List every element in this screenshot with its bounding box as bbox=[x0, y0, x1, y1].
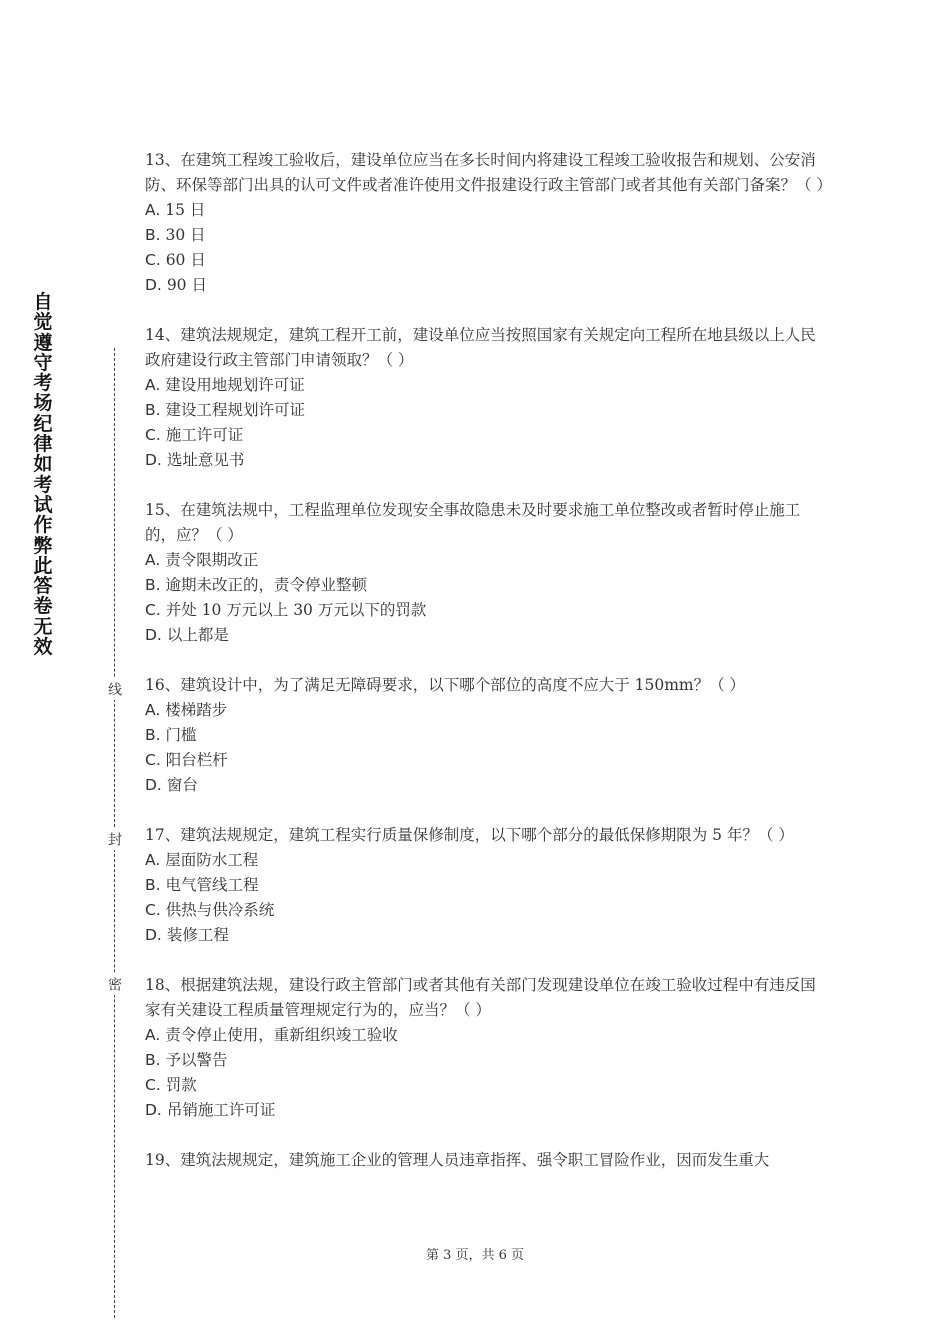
answer-option bbox=[145, 248, 825, 273]
option-letter: D. bbox=[145, 776, 162, 794]
option-letter: B. bbox=[145, 1051, 161, 1069]
option-letter: B. bbox=[145, 226, 161, 244]
question-block bbox=[145, 823, 825, 948]
option-text: 供热与供冷系统 bbox=[165, 901, 275, 919]
answer-option bbox=[145, 1098, 825, 1123]
question-list bbox=[145, 148, 832, 1173]
option-letter: D. bbox=[145, 451, 162, 469]
answer-option bbox=[145, 1023, 825, 1048]
option-text: 屋面防水工程 bbox=[165, 851, 259, 869]
question-block bbox=[145, 323, 825, 473]
answer-option bbox=[145, 573, 825, 598]
option-letter: A. bbox=[145, 376, 161, 394]
option-text: 建设用地规划许可证 bbox=[165, 376, 305, 394]
answer-option bbox=[145, 398, 825, 423]
option-text: 60 日 bbox=[165, 251, 206, 269]
option-text: 吊销施工许可证 bbox=[166, 1101, 276, 1119]
option-letter: D. bbox=[145, 926, 162, 944]
option-text: 阳台栏杆 bbox=[165, 751, 228, 769]
answer-option bbox=[145, 423, 825, 448]
option-letter: B. bbox=[145, 876, 161, 894]
option-text: 电气管线工程 bbox=[165, 876, 259, 894]
option-letter: B. bbox=[145, 726, 161, 744]
answer-option bbox=[145, 723, 825, 748]
answer-option bbox=[145, 698, 825, 723]
option-text: 并处 10 万元以上 30 万元以下的罚款 bbox=[165, 601, 427, 619]
answer-option bbox=[145, 923, 825, 948]
question-block bbox=[145, 148, 832, 298]
option-text: 逾期未改正的，责令停业整顿 bbox=[165, 576, 368, 594]
answer-option bbox=[145, 898, 825, 923]
option-letter: A. bbox=[145, 701, 161, 719]
cut-mark-xian: 线 bbox=[105, 678, 125, 700]
option-letter: D. bbox=[145, 1101, 162, 1119]
question-block bbox=[145, 973, 825, 1123]
option-text: 以上都是 bbox=[166, 626, 229, 644]
answer-option bbox=[145, 598, 825, 623]
cut-mark-mi: 密 bbox=[105, 973, 125, 995]
option-letter: A. bbox=[145, 201, 161, 219]
option-text: 罚款 bbox=[165, 1076, 197, 1094]
option-letter: B. bbox=[145, 401, 161, 419]
option-letter: C. bbox=[145, 426, 161, 444]
cut-mark-feng: 封 bbox=[105, 828, 125, 850]
question-stem: 15、在建筑法规中，工程监理单位发现安全事故隐患未及时要求施工单位整改或者暂时停止施工的，应？（ ） bbox=[145, 501, 801, 544]
option-text: 施工许可证 bbox=[165, 426, 244, 444]
option-text: 门槛 bbox=[165, 726, 197, 744]
option-letter: B. bbox=[145, 576, 161, 594]
question-stem: 14、建筑法规规定，建筑工程开工前，建设单位应当按照国家有关规定向工程所在地县级以上人民政府建设行政主管部门申请领取？（ ） bbox=[145, 326, 816, 369]
question-stem: 16、建筑设计中，为了满足无障碍要求，以下哪个部位的高度不应大于 150mm？（ ） bbox=[145, 676, 746, 694]
answer-option bbox=[145, 198, 825, 223]
page-number: 第 3 页，共 6 页 bbox=[425, 1248, 525, 1263]
option-text: 90 日 bbox=[166, 276, 207, 294]
option-letter: D. bbox=[145, 626, 162, 644]
option-text: 予以警告 bbox=[165, 1051, 228, 1069]
answer-option bbox=[145, 448, 825, 473]
answer-option bbox=[145, 1048, 825, 1073]
question-stem: 17、建筑法规规定，建筑工程实行质量保修制度，以下哪个部分的最低保修期限为 5 年？（ ） bbox=[145, 826, 794, 844]
answer-option bbox=[145, 873, 825, 898]
option-text: 建设工程规划许可证 bbox=[165, 401, 306, 419]
answer-option bbox=[145, 548, 825, 573]
question-stem: 19、建筑法规规定，建筑施工企业的管理人员违章指挥、强令职工冒险作业，因而发生重大 bbox=[145, 1151, 770, 1169]
question-stem: 13、在建筑工程竣工验收后，建设单位应当在多长时间内将建设工程竣工验收报告和规划、公安消防、环保等部门出具的认可文件或者准许使用文件报建设行政主管部门或者其他有关部门备案？（ ） bbox=[145, 151, 832, 194]
option-text: 30 日 bbox=[165, 226, 206, 244]
answer-option bbox=[145, 273, 825, 298]
question-block bbox=[145, 498, 825, 648]
option-letter: C. bbox=[145, 1076, 161, 1094]
option-text: 责令停止使用，重新组织竣工验收 bbox=[165, 1026, 398, 1044]
answer-option bbox=[145, 1073, 825, 1098]
answer-option bbox=[145, 623, 825, 648]
option-text: 选址意见书 bbox=[166, 451, 245, 469]
option-letter: A. bbox=[145, 551, 161, 569]
question-stem: 18、根据建筑法规，建设行政主管部门或者其他有关部门发现建设单位在竣工验收过程中有违反国家有关建设工程质量管理规定行为的，应当？（ ） bbox=[145, 976, 816, 1019]
option-letter: C. bbox=[145, 601, 161, 619]
answer-option bbox=[145, 373, 825, 398]
option-letter: A. bbox=[145, 1026, 161, 1044]
option-letter: C. bbox=[145, 901, 161, 919]
option-letter: C. bbox=[145, 751, 161, 769]
option-letter: C. bbox=[145, 251, 161, 269]
answer-option bbox=[145, 223, 825, 248]
option-text: 窗台 bbox=[166, 776, 198, 794]
question-block bbox=[145, 673, 825, 798]
answer-option bbox=[145, 773, 825, 798]
option-letter: D. bbox=[145, 276, 162, 294]
answer-option bbox=[145, 748, 825, 773]
exam-discipline-notice: 自觉遵守考场纪律如考试作弊此答卷无效 bbox=[33, 291, 53, 659]
option-letter: A. bbox=[145, 851, 161, 869]
option-text: 装修工程 bbox=[166, 926, 229, 944]
question-block bbox=[145, 1148, 825, 1173]
answer-option bbox=[145, 848, 825, 873]
option-text: 责令限期改正 bbox=[165, 551, 259, 569]
option-text: 15 日 bbox=[165, 201, 206, 219]
option-text: 楼梯踏步 bbox=[165, 701, 228, 719]
